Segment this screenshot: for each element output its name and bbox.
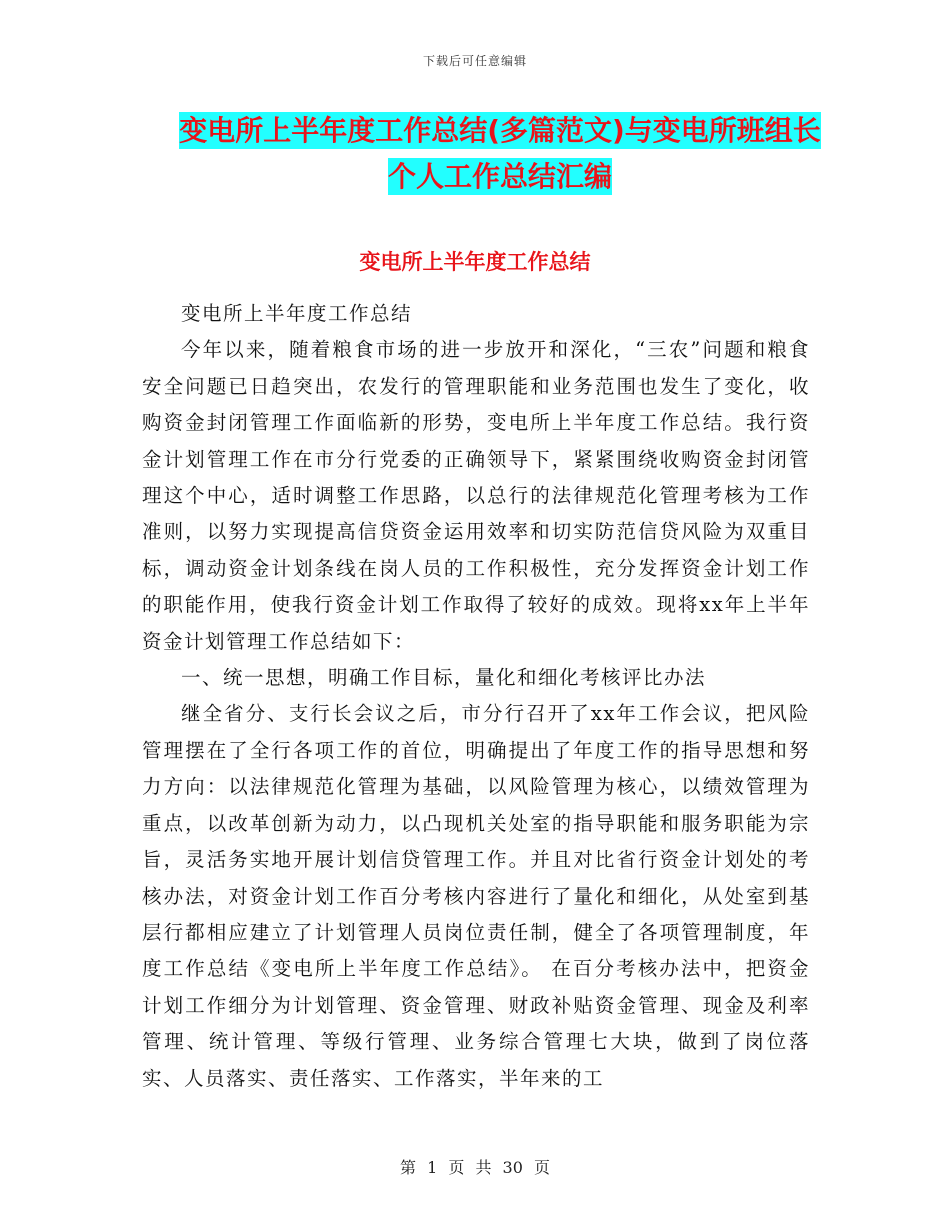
title-line-1: 变电所上半年度工作总结(多篇范文)与变电所班组长 [179, 114, 821, 147]
body-text [142, 296, 810, 1097]
document-title [140, 108, 860, 200]
paragraph: 一、统一思想，明确工作目标，量化和细化考核评比办法 [181, 666, 707, 690]
header-note: 下载后可任意编辑 [422, 54, 527, 68]
paragraph: 今年以来，随着粮食市场的进一步放开和深化，“三农”问题和粮食安全问题已日趋突出，农发行的管理职能和业务范围也发生了变化，收购资金封闭管理工作面临新的形势，变电所上半年度工作总结。我行资金计划管理工作在市分行党委的正确领导下，紧紧围绕收购资金封闭管理这个中心，适时调整工作思路，以总行的法律规范化管理考核为工作准则，以努力实现提高信贷资金运用效率和切实防范信贷风险为双重目标，调动资金计划条线在岗人员的工作积极性，充分发挥资金计划工作的职能作用，使我行资金计划工作取得了较好的成效。现将xx年上半年资金计划管理工作总结如下： [142, 338, 810, 653]
title-line-2: 个人工作总结汇编 [387, 160, 612, 193]
page-number-footer: 第 1 页 共 30 页 [400, 1158, 550, 1177]
paragraph: 继全省分、支行长会议之后，市分行召开了xx年工作会议，把风险管理摆在了全行各项工作的首位，明确提出了年度工作的指导思想和努力方向：以法律规范化管理为基础，以风险管理为核心，以绩效管理为重点，以改革创新为动力，以凸现机关处室的指导职能和服务职能为宗旨，灵活务实地开展计划信贷管理工作。并且对比省行资金计划处的考核办法，对资金计划工作百分考核内容进行了量化和细化，从处室到基层行都相应建立了计划管理人员岗位责任制，健全了各项管理制度，年度工作总结《变电所上半年度工作总结》。 在百分考核办法中，把资金计划工作细分为计划管理、资金管理、财政补贴资金管理、现金及利率管理、统计管理、等级行管理、业务综合管理七大块，做到了岗位落实、人员落实、责任落实、工作落实，半年来的工 [142, 702, 810, 1090]
paragraph: 变电所上半年度工作总结 [181, 302, 413, 325]
section-title: 变电所上半年度工作总结 [359, 250, 591, 274]
